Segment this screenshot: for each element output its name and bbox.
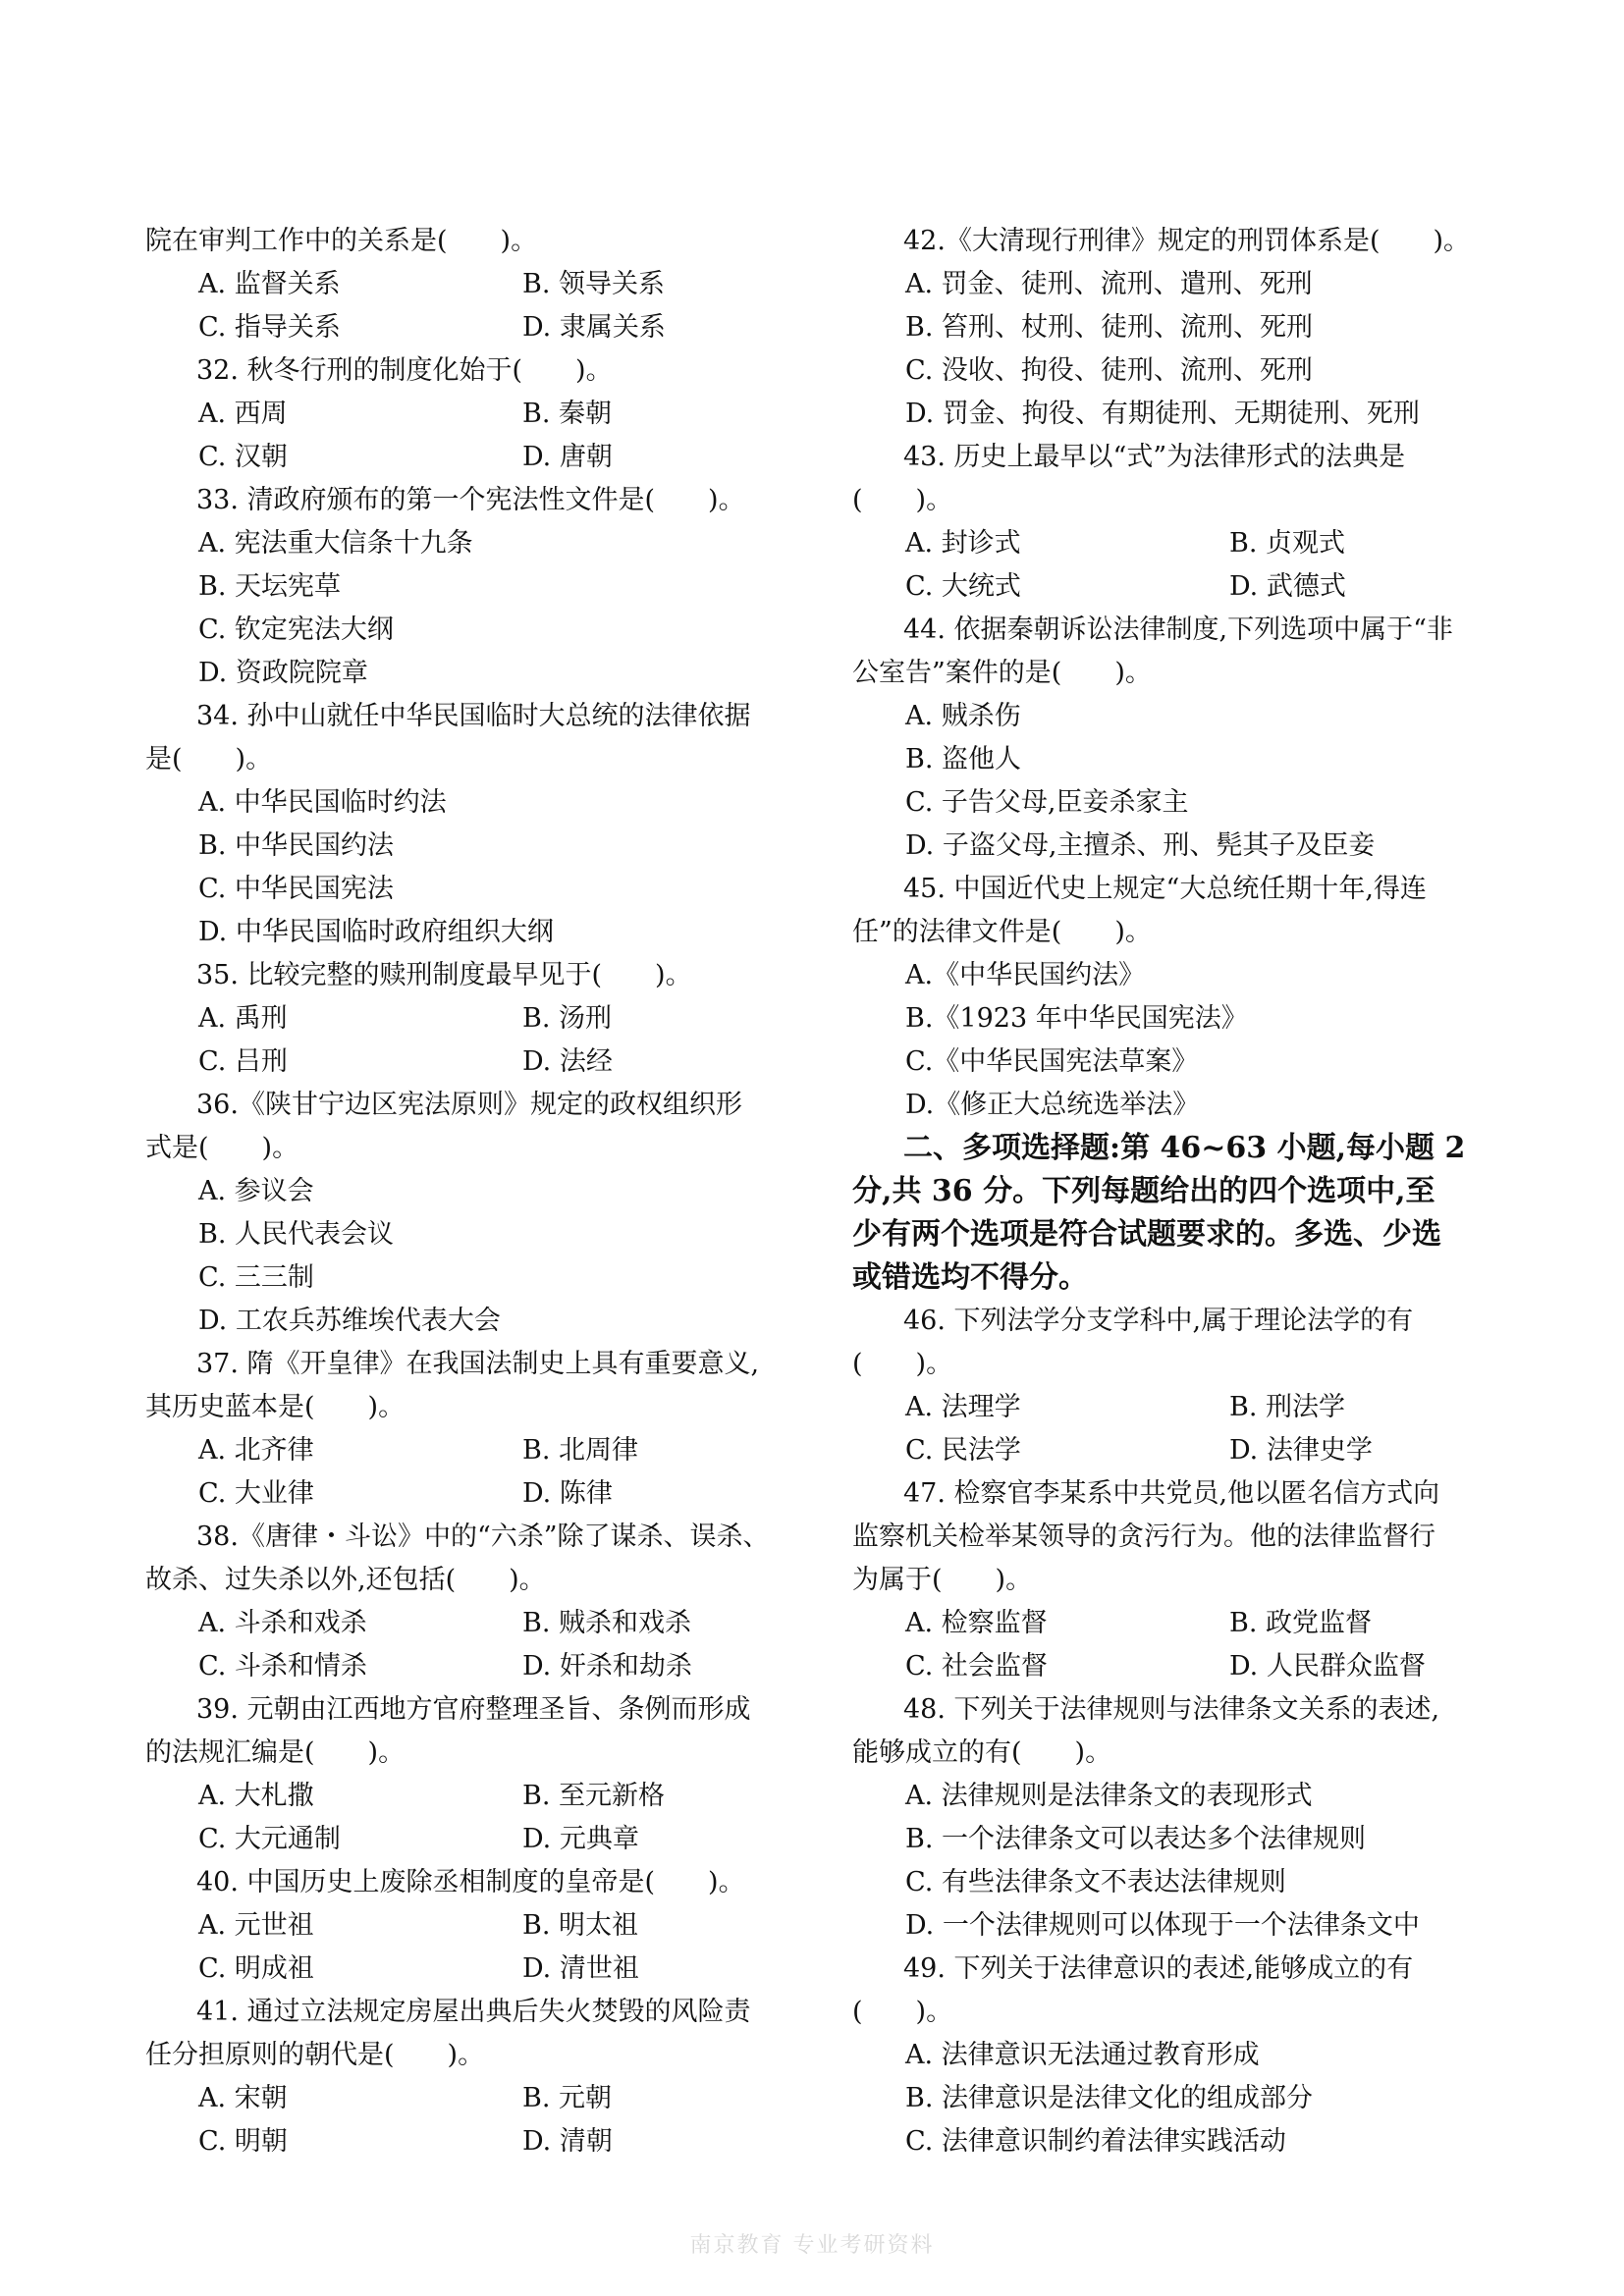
question-33-stem: 33. 清政府颁布的第一个宪法性文件是( )。 <box>196 485 745 515</box>
question-47-continuation: 监察机关检举某领导的贪污行为。他的法律监督行 <box>852 1522 1435 1552</box>
question-38-options-row <box>145 1602 803 1645</box>
watermark-footer: 南京教育 专业考研资料 <box>689 2233 935 2258</box>
option: A. 封诊式 <box>905 528 1021 559</box>
question-37-stem: 37. 隋《开皇律》在我国法制史上具有重要意义, <box>196 1349 760 1379</box>
option: B. 笞刑、杖刑、徒刑、流刑、死刑 <box>905 312 1314 343</box>
left-column <box>145 220 803 2163</box>
option: B. 法律意识是法律文化的组成部分 <box>905 2083 1314 2113</box>
option: B. 一个法律条文可以表达多个法律规则 <box>905 1824 1367 1854</box>
option: C. 中华民国宪法 <box>198 874 394 904</box>
right-column <box>852 220 1500 2163</box>
option: A. 宋朝 <box>198 2083 288 2113</box>
option: A. 西周 <box>198 399 288 429</box>
question-40-options-row <box>145 1948 803 1991</box>
question-47-options-row <box>852 1645 1500 1688</box>
option: D. 清朝 <box>522 2126 613 2157</box>
option: A. 法理学 <box>905 1392 1021 1422</box>
option: B. 贼杀和戏杀 <box>522 1608 692 1638</box>
question-46-continuation: ( )。 <box>852 1349 953 1379</box>
option: A. 大札撒 <box>198 1781 314 1811</box>
option: A. 元世祖 <box>198 1910 314 1941</box>
question-35-options-row <box>145 1041 803 1084</box>
option: C. 吕刑 <box>198 1046 288 1077</box>
option: D. 清世祖 <box>522 1953 639 1984</box>
question-32-stem: 32. 秋冬行刑的制度化始于( )。 <box>196 355 613 386</box>
question-36-stem: 36.《陕甘宁边区宪法原则》规定的政权组织形 <box>196 1090 742 1120</box>
option: A. 监督关系 <box>198 269 341 299</box>
option: B. 中华民国约法 <box>198 830 395 861</box>
question-41-stem: 41. 通过立法规定房屋出典后失火焚毁的风险责 <box>196 1997 751 2027</box>
question-43-continuation: ( )。 <box>852 485 953 515</box>
option: C. 没收、拘役、徒刑、流刑、死刑 <box>905 355 1313 386</box>
option: C. 汉朝 <box>198 442 288 472</box>
option: B. 元朝 <box>522 2083 613 2113</box>
option: D. 武德式 <box>1229 571 1346 602</box>
option: B. 盗他人 <box>905 744 1022 774</box>
question-47-stem: 47. 检察官李某系中共党员,他以匿名信方式向 <box>903 1478 1440 1509</box>
option: A. 罚金、徒刑、流刑、遣刑、死刑 <box>905 269 1313 299</box>
option: D. 陈律 <box>522 1478 613 1509</box>
question-35-options-row <box>145 997 803 1041</box>
option: D. 一个法律规则可以体现于一个法律条文中 <box>905 1910 1420 1941</box>
option: B. 刑法学 <box>1229 1392 1346 1422</box>
option: C. 民法学 <box>905 1435 1021 1466</box>
option: A. 斗杀和戏杀 <box>198 1608 367 1638</box>
question-45-continuation: 任”的法律文件是( )。 <box>852 917 1152 947</box>
question-41-options-row <box>145 2120 803 2163</box>
option: B. 天坛宪草 <box>198 571 342 602</box>
question-49-stem: 49. 下列关于法律意识的表述,能够成立的有 <box>903 1953 1414 1984</box>
question-47-continuation: 为属于( )。 <box>852 1565 1033 1595</box>
option: C. 社会监督 <box>905 1651 1048 1682</box>
question-34-stem: 34. 孙中山就任中华民国临时大总统的法律依据 <box>196 701 751 731</box>
option: C. 斗杀和情杀 <box>198 1651 367 1682</box>
option: A. 北齐律 <box>198 1435 314 1466</box>
question-37-options-row <box>145 1429 803 1472</box>
option: D. 罚金、拘役、有期徒刑、无期徒刑、死刑 <box>905 399 1420 429</box>
question-46-options-row <box>852 1429 1500 1472</box>
question-37-continuation: 其历史蓝本是( )。 <box>145 1392 406 1422</box>
option: B. 人民代表会议 <box>198 1219 395 1250</box>
option: B. 北周律 <box>522 1435 639 1466</box>
question-31-options-row <box>145 306 803 349</box>
question-43-options-row <box>852 565 1500 609</box>
option: C. 大业律 <box>198 1478 314 1509</box>
section-heading: 或错选均不得分。 <box>852 1260 1088 1295</box>
question-34-continuation: 是( )。 <box>145 744 273 774</box>
option: A.《中华民国约法》 <box>905 960 1146 990</box>
option: D. 资政院院章 <box>198 658 368 688</box>
question-38-stem: 38.《唐律・斗讼》中的“六杀”除了谋杀、误杀、 <box>196 1522 770 1552</box>
option: B. 政党监督 <box>1229 1608 1373 1638</box>
option: C. 指导关系 <box>198 312 341 343</box>
question-39-options-row <box>145 1818 803 1861</box>
question-36-continuation: 式是( )。 <box>145 1133 299 1163</box>
question-44-stem: 44. 依据秦朝诉讼法律制度,下列选项中属于“非 <box>903 614 1453 645</box>
option: B. 秦朝 <box>522 399 613 429</box>
option: A. 禹刑 <box>198 1003 288 1034</box>
option: D. 人民群众监督 <box>1229 1651 1426 1682</box>
option: A. 贼杀伤 <box>905 701 1021 731</box>
option: A. 检察监督 <box>905 1608 1048 1638</box>
question-41-options-row <box>145 2077 803 2120</box>
question-42-stem: 42.《大清现行刑律》规定的刑罚体系是( )。 <box>903 226 1471 256</box>
option: D. 法律史学 <box>1229 1435 1373 1466</box>
question-38-continuation: 故杀、过失杀以外,还包括( )。 <box>145 1565 546 1595</box>
question-46-options-row <box>852 1386 1500 1429</box>
option: D. 子盗父母,主擅杀、刑、髡其子及臣妾 <box>905 830 1376 861</box>
option: A. 法律规则是法律条文的表现形式 <box>905 1781 1313 1811</box>
option: B. 领导关系 <box>522 269 666 299</box>
option: C. 法律意识制约着法律实践活动 <box>905 2126 1286 2157</box>
question-49-continuation: ( )。 <box>852 1997 953 2027</box>
section-heading: 二、多项选择题:第 46~63 小题,每小题 2 <box>903 1131 1466 1165</box>
question-43-options-row <box>852 522 1500 565</box>
question-48-stem: 48. 下列关于法律规则与法律条文关系的表述, <box>903 1694 1440 1725</box>
option: B. 汤刑 <box>522 1003 613 1034</box>
option: D. 中华民国临时政府组织大纲 <box>198 917 554 947</box>
section-heading: 分,共 36 分。下列每题给出的四个选项中,至 <box>852 1174 1435 1208</box>
question-40-options-row <box>145 1904 803 1948</box>
question-31-options-row <box>145 263 803 306</box>
option: B.《1923 年中华民国宪法》 <box>905 1003 1248 1034</box>
question-38-options-row <box>145 1645 803 1688</box>
option: A. 法律意识无法通过教育形成 <box>905 2040 1260 2070</box>
option: B. 至元新格 <box>522 1781 666 1811</box>
option: C. 大元通制 <box>198 1824 341 1854</box>
question-35-stem: 35. 比较完整的赎刑制度最早见于( )。 <box>196 960 692 990</box>
option: D. 隶属关系 <box>522 312 666 343</box>
question-39-options-row <box>145 1775 803 1818</box>
question-32-options-row <box>145 393 803 436</box>
option: B. 贞观式 <box>1229 528 1346 559</box>
option: C. 大统式 <box>905 571 1021 602</box>
question-41-continuation: 任分担原则的朝代是( )。 <box>145 2040 485 2070</box>
option: A. 宪法重大信条十九条 <box>198 528 473 559</box>
option: D.《修正大总统选举法》 <box>905 1090 1200 1120</box>
option: A. 参议会 <box>198 1176 314 1206</box>
question-39-stem: 39. 元朝由江西地方官府整理圣旨、条例而形成 <box>196 1694 751 1725</box>
question-45-stem: 45. 中国近代史上规定“大总统任期十年,得连 <box>903 874 1427 904</box>
question-43-stem: 43. 历史上最早以“式”为法律形式的法典是 <box>903 442 1406 472</box>
option: D. 工农兵苏维埃代表大会 <box>198 1306 501 1336</box>
option: D. 奸杀和劫杀 <box>522 1651 692 1682</box>
question-37-options-row <box>145 1472 803 1516</box>
option: C. 有些法律条文不表达法律规则 <box>905 1867 1286 1897</box>
question-48-continuation: 能够成立的有( )。 <box>852 1737 1112 1768</box>
question-31-continuation: 院在审判工作中的关系是( )。 <box>145 226 538 256</box>
option: C. 钦定宪法大纲 <box>198 614 394 645</box>
option: A. 中华民国临时约法 <box>198 787 447 818</box>
question-46-stem: 46. 下列法学分支学科中,属于理论法学的有 <box>903 1306 1414 1336</box>
question-40-stem: 40. 中国历史上废除丞相制度的皇帝是( )。 <box>196 1867 745 1897</box>
question-47-options-row <box>852 1602 1500 1645</box>
question-39-continuation: 的法规汇编是( )。 <box>145 1737 406 1768</box>
option: C. 三三制 <box>198 1262 314 1293</box>
option: D. 法经 <box>522 1046 613 1077</box>
option: B. 明太祖 <box>522 1910 639 1941</box>
section-heading: 少有两个选项是符合试题要求的。多选、少选 <box>852 1217 1441 1252</box>
option: C. 明朝 <box>198 2126 288 2157</box>
option: C. 明成祖 <box>198 1953 314 1984</box>
question-32-options-row <box>145 436 803 479</box>
option: C. 子告父母,臣妾杀家主 <box>905 787 1189 818</box>
option: C.《中华民国宪法草案》 <box>905 1046 1199 1077</box>
option: D. 唐朝 <box>522 442 613 472</box>
question-44-continuation: 公室告”案件的是( )。 <box>852 658 1152 688</box>
option: D. 元典章 <box>522 1824 639 1854</box>
